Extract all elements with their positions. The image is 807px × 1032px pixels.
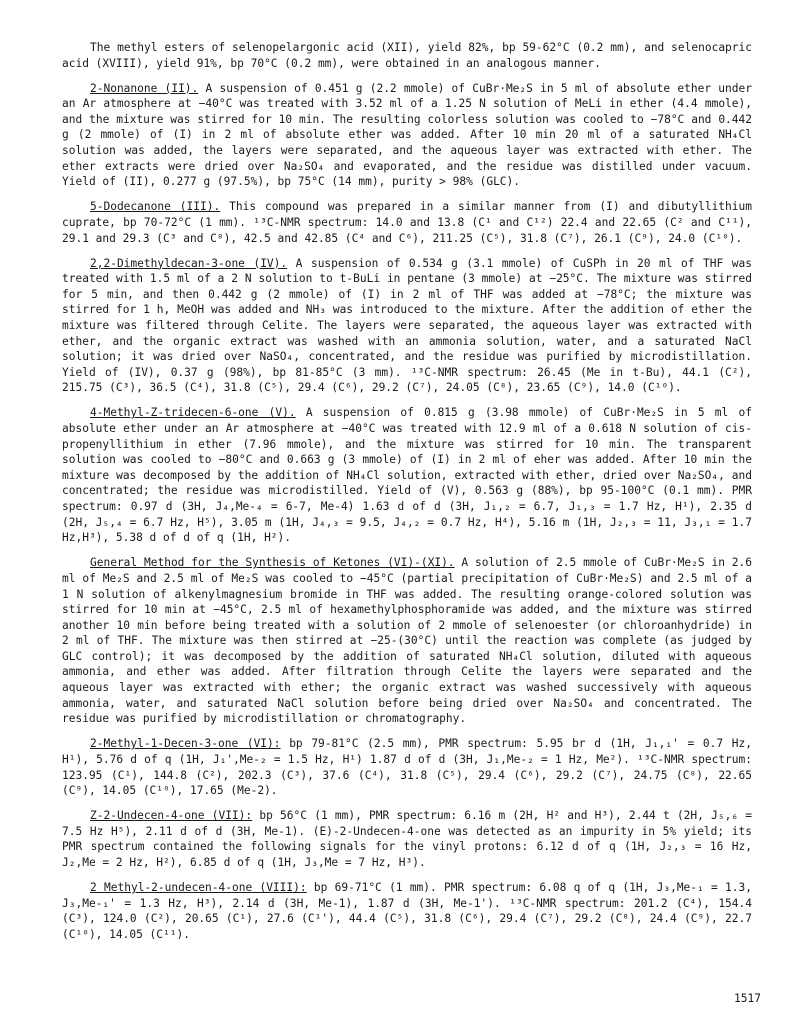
paragraph-text: A suspension of 0.451 g (2.2 mmole) of CuBr·Me₂S in 5 ml of absolute ether under an Ar atmosphere at −40°C was treated with 3.52 ml of a 1.25 N solution of MeLi in ether (4.4 mmole), and the mixture was stirred for 10 min. The resulting colorless solution was cooled to −78°C and 0.442 g (2 mmole) of (I) in 2 ml of absolute ether was added. After 10 min 20 ml of a saturated NH₄Cl solution was added, the layers were separated, and the aqueous layer was extracted with ether. The ether extracts were dried over Na₂SO₄ and evaporated, and the residue was distilled under vacuum. Yield of (II), 0.277 g (97.5%), bp 75°C (14 mm), purity > 98% (GLC). <box>62 81 752 189</box>
paragraph-heading: 2-Nonanone (II). <box>90 81 199 95</box>
paragraph-z-undecenone <box>62 808 752 870</box>
page-number: 1517 <box>734 992 761 1005</box>
paragraph-2-nonanone <box>62 81 752 190</box>
paragraph-text: This compound was prepared in a similar manner from (I) and dibutyllithium cuprate, bp 70-72°C (1 mm). ¹³C-NMR spectrum: 14.0 and 13.8 (C¹ and C¹²) 22.4 and 22.65 (C² and C¹¹), 29.1 and 29.3 (C³ and C⁸), 42.5 and 42.85 (C⁴ and C⁶), 211.25 (C⁵), 31.8 (C⁷), 26.1 (C⁹), 24.0 (C¹⁰). <box>62 200 752 245</box>
paragraph-methyl-tridecenone <box>62 405 752 545</box>
paragraph-text: The methyl esters of selenopelargonic acid (XII), yield 82%, bp 59-62°C (0.2 mm), and selenocapric acid (XVIII), yield 91%, bp 70°C (0.2 mm), were obtained in an analogous manner. <box>62 41 752 70</box>
paragraph-heading: Z-2-Undecen-4-one (VII): <box>90 809 253 823</box>
paragraph-heading: 5-Dodecanone (III). <box>90 200 221 214</box>
paragraph-heading: General Method for the Synthesis of Ketones (VI)-(XI). <box>90 556 455 570</box>
paragraph-text: bp 56°C (1 mm), PMR spectrum: 6.16 m (2H, H² and H³), 2.44 t (2H, J₅,₆ = 7.5 Hz H⁵), 2.11 d of d (3H, Me-1). (E)-2-Undecen-4-one was detected as an impurity in 5% yield; its PMR spectrum contained the following signals for the vinyl protons: 6.12 d of q (1H, J₂,₃ = 16 Hz, J₂,Me = 2 Hz, H²), 6.85 d of q (1H, J₃,Me = 7 Hz, H³). <box>62 809 753 869</box>
paragraph-text: A suspension of 0.815 g (3.98 mmole) of CuBr·Me₂S in 5 ml of absolute ether under an Ar atmosphere at −40°C was treated with 12.9 ml of a 0.618 N solution of cis-propenyllithium in ether (7.96 mmole), and the mixture was stirred for 10 min. The transparent solution was cooled to −80°C and 0.663 g (3 mmole) of (I) in 2 ml of eher was added. After 10 min the mixture was decomposed by the addition of NH₄Cl solution, extracted with ether, dried over Na₂SO₄, and concentrated; the residue was microdistilled. Yield of (V), 0.563 g (88%), bp 95-100°C (0.1 mm). PMR spectrum: 0.97 d (3H, J₄,Me-₄ = 6-7, Me-4) 1.63 d of d (3H, J₁,₂ = 6.7, J₁,₃ = 1.7 Hz, H¹), 2.35 d (2H, J₅,₄ = 6.7 Hz, H⁵), 3.05 m (1H, J₄,₃ = 9.5, J₄,₂ = 0.7 Hz, H⁴), 5.16 m (1H, J₂,₃ = 11, J₃,₁ = 1.7 Hz,H³), 5.38 d of d of q (1H, H²). <box>62 406 752 545</box>
paragraph-text: bp 69-71°C (1 mm). PMR spectrum: 6.08 q of q (1H, J₃,Me-₁ = 1.3, J₃,Me-₁' = 1.3 Hz, H³), 2.14 d (3H, Me-1), 1.87 d (3H, Me-1'). ¹³C-NMR spectrum: 201.2 (C⁴), 154.4 (C³), 124.0 (C²), 20.65 (C¹), 27.6 (C¹'), 44.4 (C⁵), 31.8 (C⁶), 29.4 (C⁷), 29.2 (C⁸), 24.4 (C⁹), 22.7 (C¹⁰), 14.05 (C¹¹). <box>62 881 752 941</box>
paragraph-methyl-esters <box>62 40 752 71</box>
paragraph-heading: 2-Methyl-1-Decen-3-one (VI): <box>90 737 281 751</box>
paragraph-methyl-decenone <box>62 736 752 798</box>
paragraph-heading: 2 Methyl-2-undecen-4-one (VIII): <box>90 881 307 895</box>
paragraph-methyl-undecenone <box>62 880 752 942</box>
paragraph-text: A suspension of 0.534 g (3.1 mmole) of CuSPh in 20 ml of THF was treated with 1.5 ml of a 2 N solution to t-BuLi in pentane (3 mmole) at −25°C. The mixture was stirred for 5 min, and then 0.442 g (2 mmole) of (I) in 2 ml of THF was added at −78°C; the mixture was stirred for 1 h, MeOH was added and NH₃ was introduced to the mixture. After the addition of ether the mixture was filtered through Celite. The layers were separated, the aqueous layer was extracted with ether, and the organic extract was washed with an ammonia solution, water, and a saturated NaCl solution; it was dried over NaSO₄, concentrated, and the residue was purified by microdistillation. Yield of (IV), 0.37 g (98%), bp 81-85°C (3 mm). ¹³C-NMR spectrum: 26.45 (Me in t-Bu), 44.1 (C²), 215.75 (C³), 36.5 (C⁴), 31.8 (C⁵), 29.4 (C⁶), 29.2 (C⁷), 24.05 (C⁸), 23.65 (C⁹), 14.0 (C¹⁰). <box>62 256 753 395</box>
page-body <box>62 40 752 952</box>
paragraph-text: bp 79-81°C (2.5 mm), PMR spectrum: 5.95 br d (1H, J₁,₁' = 0.7 Hz, H¹), 5.76 d of q (1H, J₁',Me-₂ = 1.5 Hz, H¹) 1.87 d of d (3H, J₁,Me-₂ = 1 Hz, Me²). ¹³C-NMR spectrum: 123.95 (C¹), 144.8 (C²), 202.3 (C³), 37.6 (C⁴), 31.8 (C⁵), 29.4 (C⁶), 29.2 (C⁷), 24.75 (C⁸), 22.65 (C⁹), 14.05 (C¹⁰), 17.65 (Me-2). <box>62 737 753 798</box>
paragraph-5-dodecanone <box>62 199 752 246</box>
paragraph-heading: 2,2-Dimethyldecan-3-one (IV). <box>90 256 288 270</box>
paragraph-general-method <box>62 555 752 727</box>
paragraph-text: A solution of 2.5 mmole of CuBr·Me₂S in 2.6 ml of Me₂S and 2.5 ml of Me₂S was cooled to −45°C (partial precipitation of CuBr·Me₂S) and 2.5 ml of a 1 N solution of alkenylmagnesium bromide in THF was added. The resulting orange-colored solution was stirred for 10 min at −45°C, 2.5 ml of hexamethylphosphoramide was added, and the mixture was stirred another 10 min before being treated with a solution of 2 mmole of selenoester (or chloroanhydride) in 2 ml of THF. The mixture was then stirred at −25-(30°C) until the reaction was complete (as judged by GLC control); it was decomposed by the addition of saturated NH₄Cl solution, diluted with aqueous ammonia, and ether was added. After filtration through Celite the layers were separated and the aqueous layer was extracted with ether; the organic extract was washed successively with aqueous ammonia, water, and saturated NaCl solution before being dried over Na₂SO₄ and concentrated. The residue was purified by microdistillation or chromatography. <box>62 556 752 726</box>
paragraph-heading: 4-Methyl-Z-tridecen-6-one (V). <box>90 406 296 420</box>
paragraph-dimethyldecanone <box>62 256 752 396</box>
